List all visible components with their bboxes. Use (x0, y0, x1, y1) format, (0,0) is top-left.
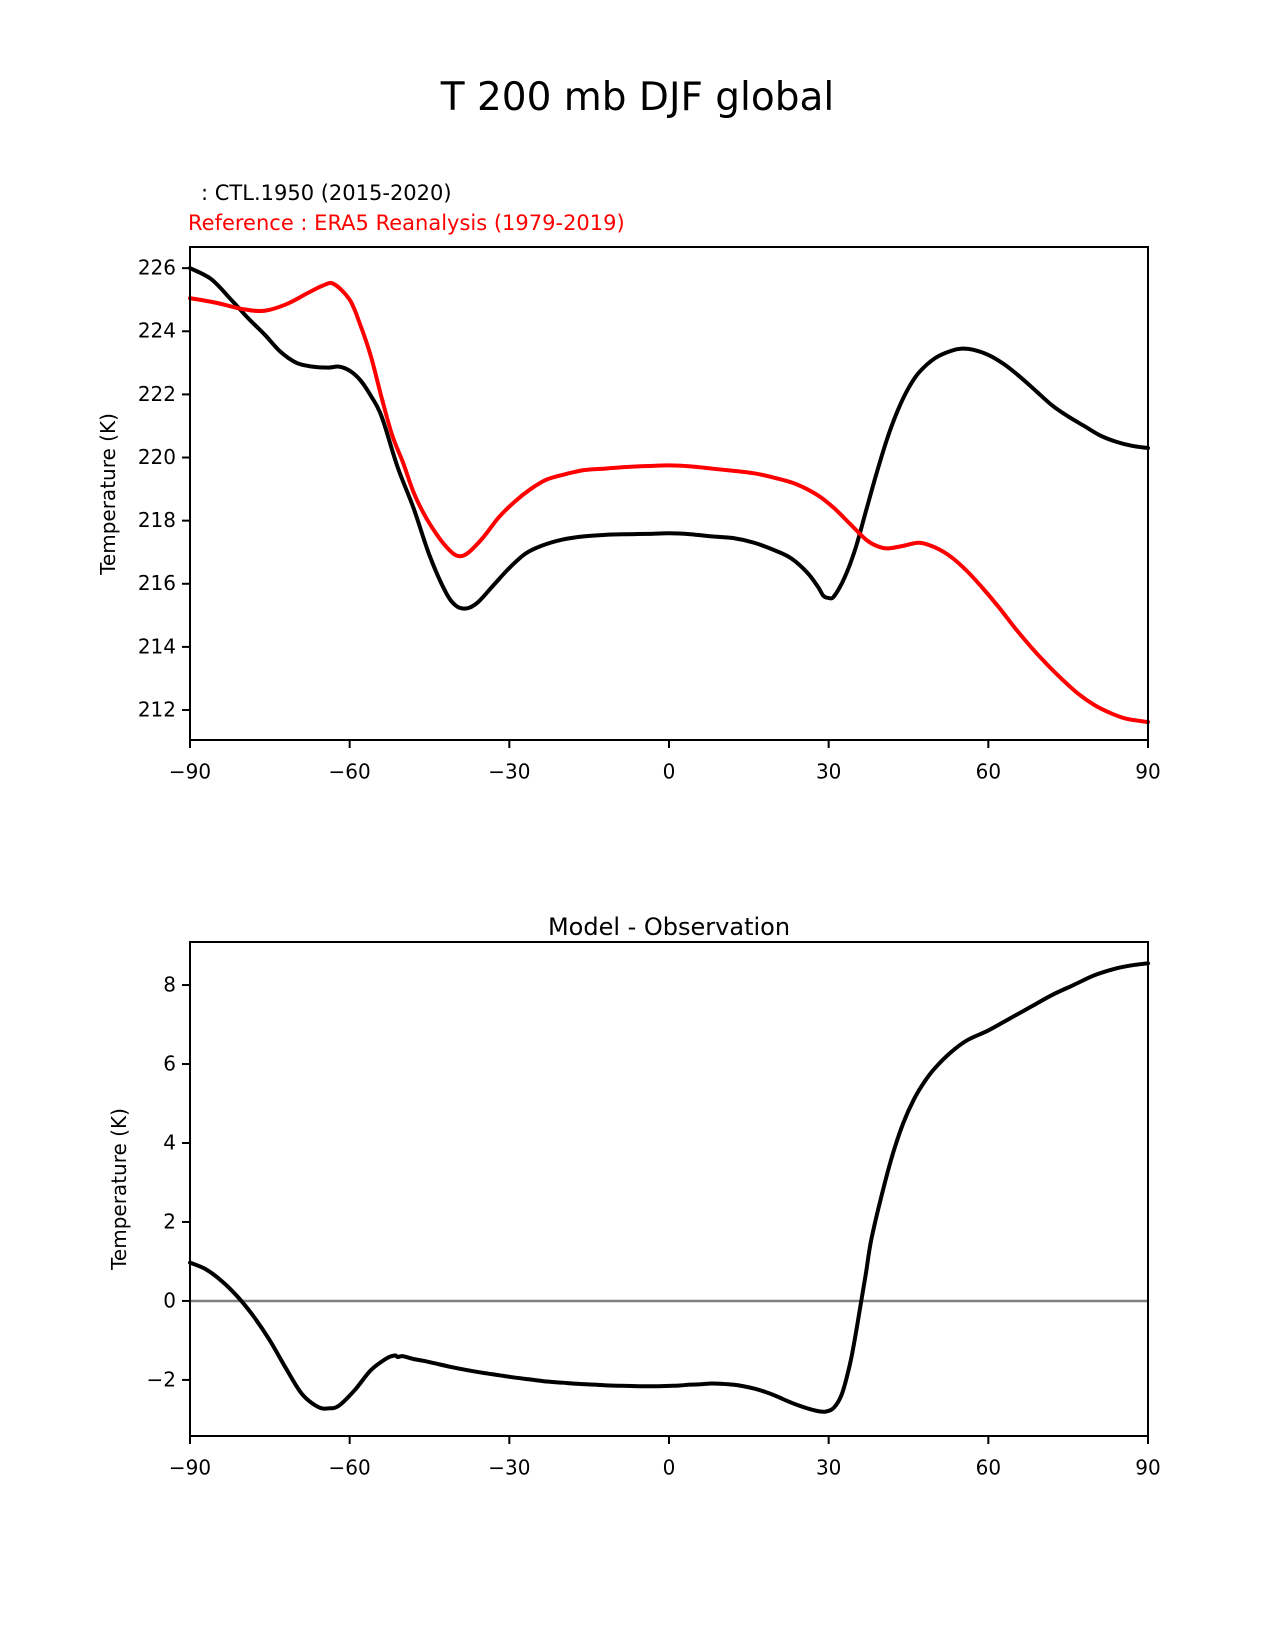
x-tick-label: −90 (168, 759, 212, 784)
y-tick-label: 224 (137, 318, 176, 343)
x-tick-label: 90 (1135, 759, 1161, 784)
y-tick-label: 212 (137, 697, 176, 722)
x-tick-label: −30 (488, 1455, 531, 1480)
y-tick-label: 0 (163, 1288, 176, 1313)
axes-frame (190, 942, 1148, 1436)
series-line-model-observation (190, 963, 1148, 1411)
y-tick-label: 8 (163, 972, 176, 997)
top-chart-ylabel: Temperature (K) (96, 413, 120, 575)
x-tick-label: 0 (662, 1455, 676, 1480)
y-tick-label: −2 (146, 1367, 176, 1392)
bottom-chart-ylabel: Temperature (K) (107, 1108, 131, 1270)
x-tick-label: −60 (328, 759, 371, 784)
y-tick-label: 226 (137, 255, 176, 280)
difference-chart (147, 942, 1161, 1479)
series-line-ctl-1950-2015-2020 (190, 268, 1148, 608)
series-line-era5-reanalysis-1979-2019 (190, 283, 1148, 722)
x-tick-label: 90 (1135, 1455, 1161, 1480)
axes-frame (190, 247, 1148, 740)
x-tick-label: −60 (328, 1455, 371, 1480)
x-tick-label: −90 (168, 1455, 212, 1480)
x-tick-label: 30 (815, 759, 842, 784)
x-tick-label: 60 (975, 1455, 1002, 1480)
y-tick-label: 216 (137, 571, 176, 596)
y-tick-label: 222 (137, 381, 176, 406)
top-chart (138, 247, 1161, 783)
x-tick-label: 60 (975, 759, 1002, 784)
x-tick-label: 30 (815, 1455, 842, 1480)
bottom-chart-title: Model - Observation (547, 913, 791, 941)
legend-reference-entry: Reference : ERA5 Reanalysis (1979-2019) (188, 211, 625, 235)
y-tick-label: 218 (137, 508, 176, 533)
y-tick-label: 6 (163, 1051, 176, 1076)
figure-title: T 200 mb DJF global (440, 75, 835, 120)
y-tick-label: 2 (163, 1209, 176, 1234)
legend-model-entry: : CTL.1950 (2015-2020) (201, 181, 452, 205)
y-tick-label: 214 (137, 634, 176, 659)
y-tick-label: 220 (137, 444, 176, 469)
x-tick-label: 0 (662, 759, 676, 784)
y-tick-label: 4 (163, 1130, 176, 1155)
x-tick-label: −30 (488, 759, 531, 784)
